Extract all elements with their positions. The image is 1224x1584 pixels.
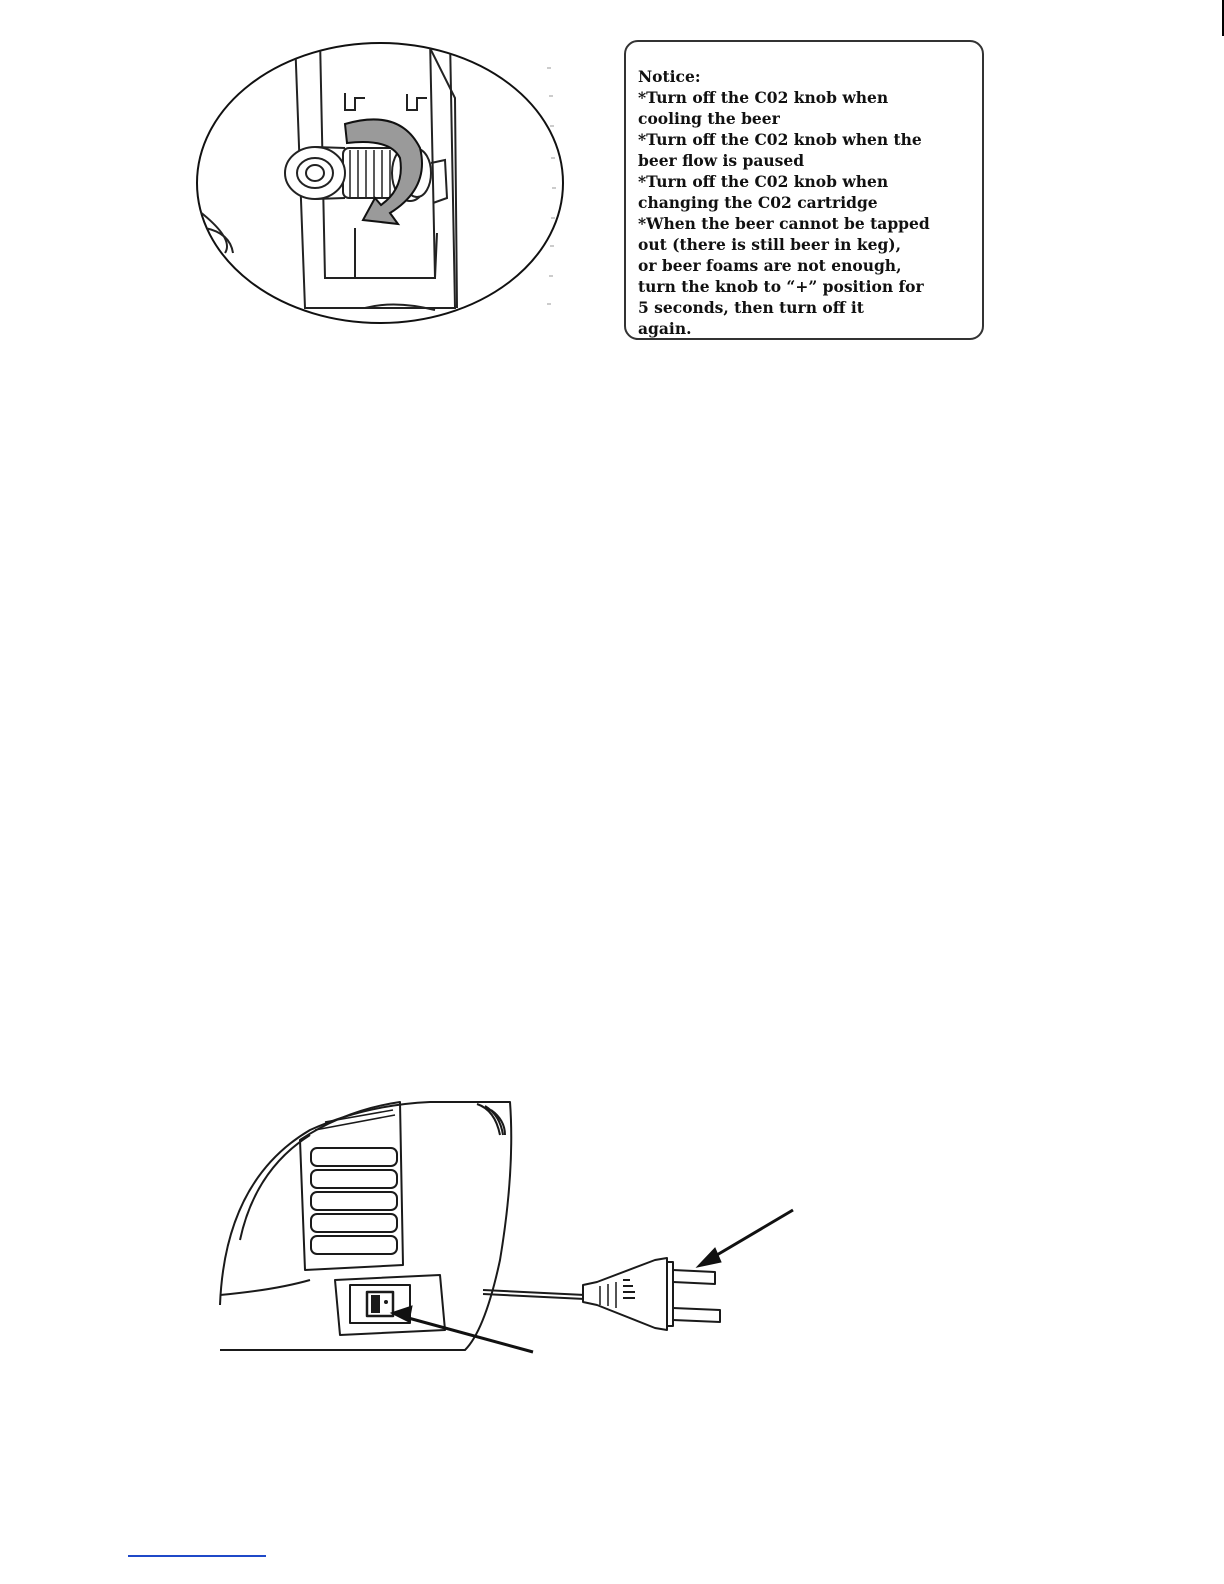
notice-text bbox=[638, 66, 976, 339]
arrow-head-icon bbox=[697, 1248, 721, 1267]
footer-link-underline[interactable] bbox=[128, 1555, 266, 1557]
notice-line: *Turn off the C02 knob when bbox=[638, 172, 889, 191]
co2-knob-illustration bbox=[195, 38, 565, 328]
notice-line: out (there is still beer in keg), bbox=[638, 235, 902, 254]
notice-heading: Notice: bbox=[638, 67, 701, 86]
notice-line: or beer foams are not enough, bbox=[638, 256, 902, 275]
notice-line: *Turn off the C02 knob when bbox=[638, 88, 889, 107]
notice-line: 5 seconds, then turn off it bbox=[638, 298, 864, 317]
notice-line: again. bbox=[638, 319, 692, 338]
notice-line: *When the beer cannot be tapped bbox=[638, 214, 930, 233]
power-switch-illustration bbox=[215, 1090, 805, 1370]
notice-line: beer flow is paused bbox=[638, 151, 805, 170]
notice-line: *Turn off the C02 knob when the bbox=[638, 130, 922, 149]
notice-line: changing the C02 cartridge bbox=[638, 193, 878, 212]
notice-line: cooling the beer bbox=[638, 109, 780, 128]
notice-box bbox=[624, 40, 984, 340]
notice-line: turn the knob to “+” position for bbox=[638, 277, 924, 296]
